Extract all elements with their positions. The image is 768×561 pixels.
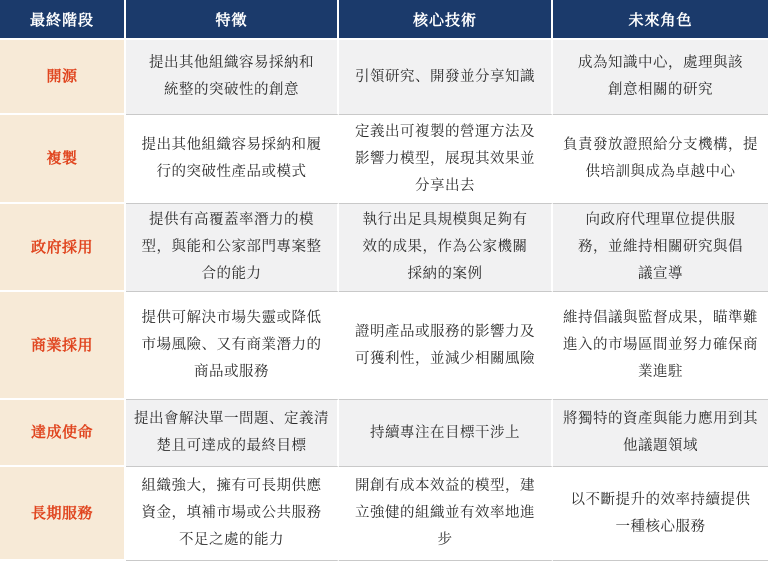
technique-cell: 執行出足具規模與足夠有效的成果，作為公家機關採納的案例 xyxy=(339,204,553,292)
stage-cell: 複製 xyxy=(0,115,126,204)
header-technique: 核心技術 xyxy=(339,0,553,40)
table-row xyxy=(0,204,768,292)
header-stage: 最終階段 xyxy=(0,0,126,40)
table-row xyxy=(0,292,768,400)
header-role: 未來角色 xyxy=(553,0,768,40)
features-cell: 組織強大，擁有可長期供應資金，填補市場或公共服務不足之處的能力 xyxy=(126,467,339,561)
role-cell: 將獨特的資產與能力應用到其他議題領域 xyxy=(553,400,768,467)
table-row xyxy=(0,40,768,115)
technique-cell: 證明產品或服務的影響力及可獲利性，並減少相關風險 xyxy=(339,292,553,400)
features-cell: 提出其他組織容易採納和履行的突破性產品或模式 xyxy=(126,115,339,204)
technique-cell: 引領研究、開發並分享知識 xyxy=(339,40,553,115)
role-cell: 成為知識中心，處理與該創意相關的研究 xyxy=(553,40,768,115)
stage-cell: 長期服務 xyxy=(0,467,126,561)
features-cell: 提供可解決市場失靈或降低市場風險、又有商業潛力的商品或服務 xyxy=(126,292,339,400)
header-features: 特徵 xyxy=(126,0,339,40)
role-cell: 維持倡議與監督成果，瞄準難進入的市場區間並努力確保商業進駐 xyxy=(553,292,768,400)
technique-cell: 持續專注在目標干涉上 xyxy=(339,400,553,467)
features-cell: 提出其他組織容易採納和統整的突破性的創意 xyxy=(126,40,339,115)
table-row xyxy=(0,400,768,467)
features-cell: 提出會解決單一問題、定義清楚且可達成的最終目標 xyxy=(126,400,339,467)
role-cell: 向政府代理單位提供服務，並維持相關研究與倡議宣導 xyxy=(553,204,768,292)
features-cell: 提供有高覆蓋率潛力的模型，與能和公家部門專案整合的能力 xyxy=(126,204,339,292)
stage-cell: 開源 xyxy=(0,40,126,115)
stage-cell: 政府採用 xyxy=(0,204,126,292)
table-row xyxy=(0,467,768,561)
technique-cell: 開創有成本效益的模型，建立強健的組織並有效率地進步 xyxy=(339,467,553,561)
stage-cell: 達成使命 xyxy=(0,400,126,467)
table-row xyxy=(0,115,768,204)
table-header xyxy=(0,0,768,40)
header-row xyxy=(0,0,768,40)
technique-cell: 定義出可複製的營運方法及影響力模型，展現其效果並分享出去 xyxy=(339,115,553,204)
table-body xyxy=(0,40,768,561)
role-cell: 以不斷提升的效率持續提供一種核心服務 xyxy=(553,467,768,561)
stage-cell: 商業採用 xyxy=(0,292,126,400)
role-cell: 負責發放證照給分支機構，提供培訓與成為卓越中心 xyxy=(553,115,768,204)
